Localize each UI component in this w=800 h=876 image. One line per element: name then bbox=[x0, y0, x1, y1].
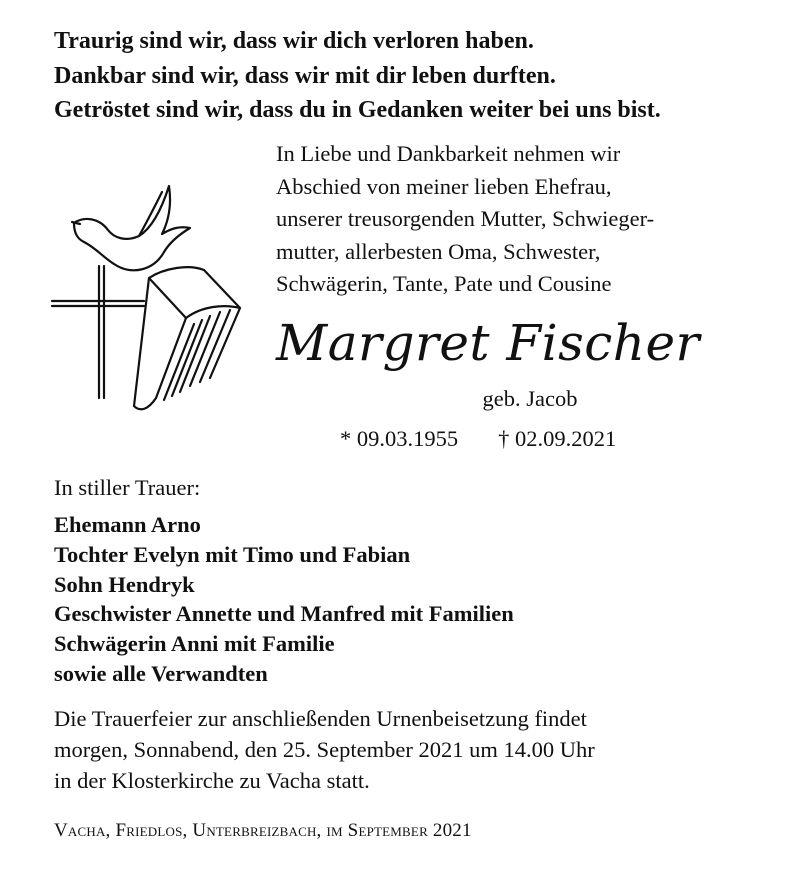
list-item: Schwägerin Anni mit Familie bbox=[54, 631, 335, 657]
place-date-footer: Vacha, Friedlos, Unterbreizbach, im September 2021 bbox=[54, 820, 472, 841]
verse-line: Getröstet sind wir, dass du in Gedanken weiter bei uns bist. bbox=[54, 97, 661, 123]
service-line: morgen, Sonnabend, den 25. September 2021 um 14.00 Uhr bbox=[54, 737, 595, 762]
verse-line: Dankbar sind wir, dass wir mit dir leben durften. bbox=[54, 62, 556, 89]
deceased-name: Margret Fischer bbox=[276, 314, 700, 372]
dove-cross-book-icon bbox=[44, 178, 244, 418]
birth-date: * 09.03.1955 bbox=[340, 426, 459, 451]
intro-line: unserer treusorgenden Mutter, Schwieger- bbox=[276, 206, 655, 232]
service-line: in der Klosterkirche zu Vacha statt. bbox=[54, 768, 370, 793]
intro-line: Schwägerin, Tante, Pate und Cousine bbox=[276, 271, 612, 297]
life-dates bbox=[340, 424, 616, 454]
verse-line: Traurig sind wir, dass wir dich verloren haben. bbox=[54, 28, 534, 54]
intro-line: In Liebe und Dankbarkeit nehmen wir bbox=[276, 141, 621, 166]
mourners-heading: In stiller Trauer: bbox=[54, 475, 201, 500]
list-item: sowie alle Verwandten bbox=[54, 660, 268, 686]
list-item: Geschwister Annette und Manfred mit Familien bbox=[54, 601, 514, 627]
cross-icon bbox=[52, 266, 144, 398]
maiden-name: geb. Jacob bbox=[482, 386, 578, 411]
death-date: † 02.09.2021 bbox=[498, 426, 617, 451]
list-item: Tochter Evelyn mit Timo und Fabian bbox=[54, 541, 411, 567]
service-announcement bbox=[54, 703, 595, 796]
mourners-list bbox=[54, 510, 514, 689]
list-item: Sohn Hendryk bbox=[54, 571, 195, 597]
intro-text bbox=[276, 138, 654, 301]
intro-line: Abschied von meiner lieben Ehefrau, bbox=[276, 173, 612, 199]
intro-line: mutter, allerbesten Oma, Schwester, bbox=[276, 238, 601, 264]
dove-icon bbox=[74, 186, 190, 270]
service-line: Die Trauerfeier zur anschließenden Urnenbeisetzung findet bbox=[54, 706, 587, 731]
verse bbox=[54, 24, 661, 128]
book-icon bbox=[149, 267, 240, 318]
list-item: Ehemann Arno bbox=[54, 512, 201, 537]
